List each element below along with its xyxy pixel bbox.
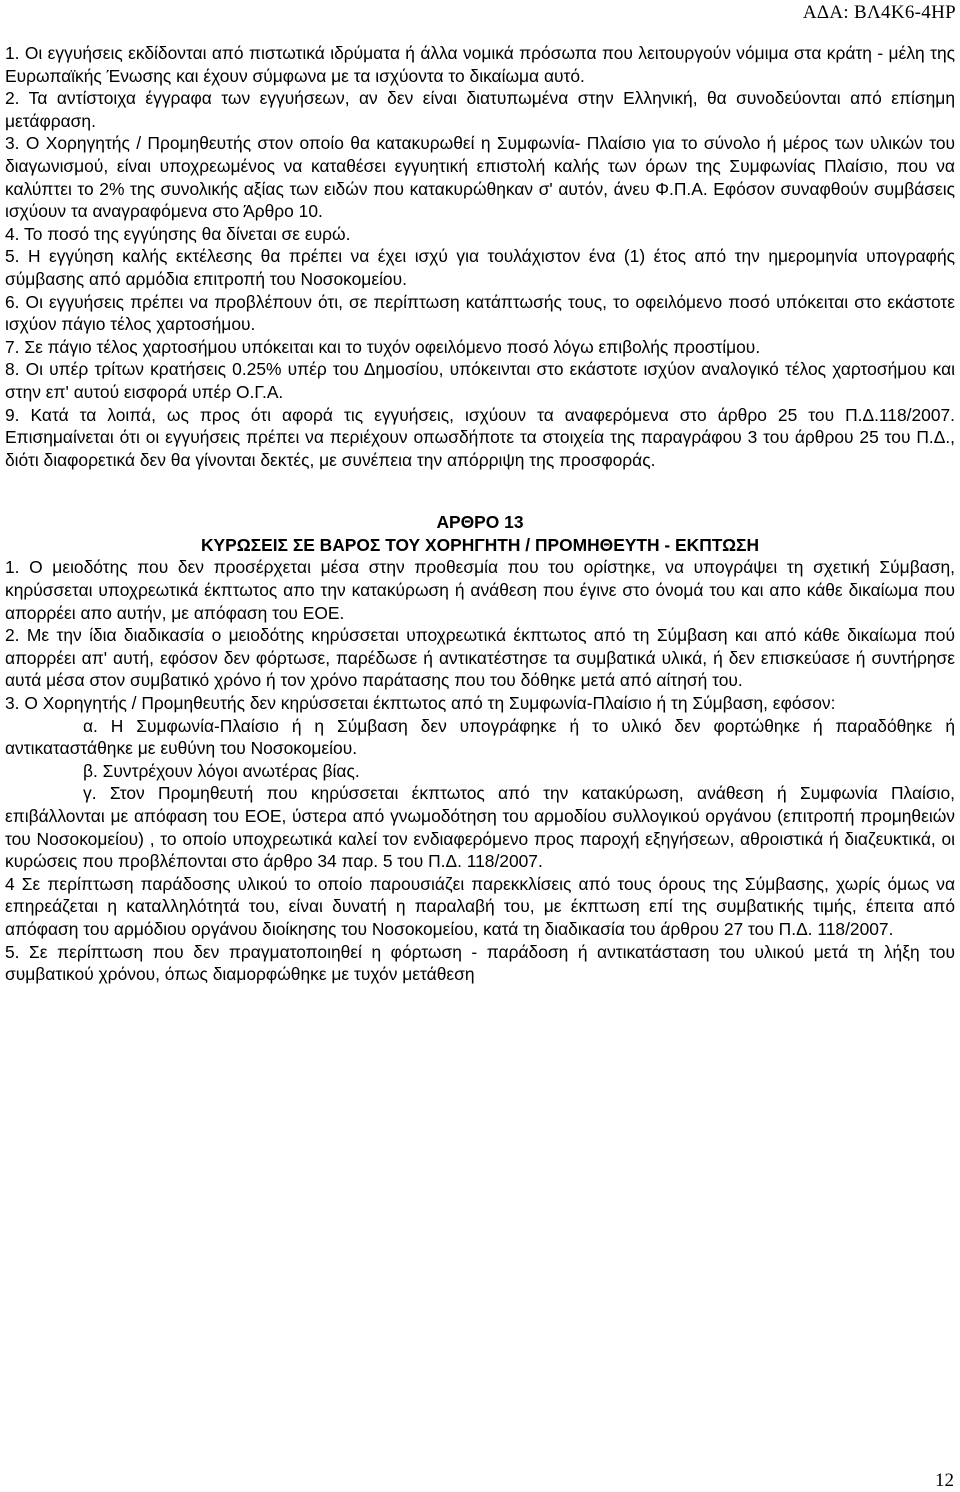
guarantee-paragraph-7: 7. Σε πάγιο τέλος χαρτοσήμου υπόκειται και το τυχόν οφειλόμενο ποσό λόγω επιβολής προστίμου. — [5, 336, 761, 357]
document-body — [5, 42, 955, 986]
guarantee-paragraph-9: 9. Κατά τα λοιπά, ως προς ότι αφορά τις εγγυήσεις, ισχύουν τα αναφερόμενα στο άρθρο 25 του Π.Δ.118/2007. Επισημαίνεται ότι οι εγγυήσεις πρέπει να περιέχουν οπωσδήποτε τα στοιχεία της παραγράφου 3 του άρθρου 25 του Π.Δ., διότι διαφορετικά δεν θα γίνονται δεκτές, με συνέπεια την απόρριψη της προσφοράς. — [5, 404, 955, 470]
guarantee-paragraph-3: 3. Ο Χορηγητής / Προμηθευτής στον οποίο θα κατακυρωθεί η Συμφωνία- Πλαίσιο για το σύνολο ή μέρος των υλικών του διαγωνισμού, είναι υποχρεωμένος να καταθέσει εγγυητική επιστολή καλής των όρων της Συμφωνίας Πλαίσιο, που να καλύπτει το 2% της συνολικής αξίας των ειδών που κατακυρώθηκαν σ' αυτόν, άνευ Φ.Π.Α. Εφόσον συναφθούν συμβάσεις ισχύουν τα αναγραφόμενα στο Άρθρο 10. — [5, 133, 955, 222]
article-paragraph-5: 5. Σε περίπτωση που δεν πραγματοποιηθεί η φόρτωση - παράδοση ή αντικατάσταση του υλικού μετά τη λήξη του συμβατικού χρόνου, όπως διαμορφώθηκε με τυχόν μετάθεση — [5, 941, 955, 985]
guarantee-paragraph-6: 6. Οι εγγυήσεις πρέπει να προβλέπουν ότι, σε περίπτωση κατάπτωσής τους, το οφειλόμενο ποσό υπόκειται στο εκάστοτε ισχύον πάγιο τέλος χαρτοσήμου. — [5, 291, 955, 335]
guarantee-paragraph-1: 1. Οι εγγυήσεις εκδίδονται από πιστωτικά ιδρύματα ή άλλα νομικά πρόσωπα που λειτουργούν νόμιμα στα κράτη - μέλη της Ευρωπαϊκής Ένωσης και έχουν σύμφωνα με τα ισχύοντα το δικαίωμα αυτό. — [5, 43, 955, 86]
ada-code: ΑΔΑ: ΒΛ4Κ6-4ΗΡ — [802, 2, 956, 23]
page-number: 12 — [935, 1470, 954, 1491]
guarantee-paragraph-4: 4. Το ποσό της εγγύησης θα δίνεται σε ευρώ. — [5, 223, 351, 244]
guarantee-paragraph-5: 5. Η εγγύηση καλής εκτέλεσης θα πρέπει να έχει ισχύ για τουλάχιστον ένα (1) έτος από την ημερομηνία υπογραφής σύμβασης από αρμόδια επιτροπή του Νοσοκομείου. — [5, 246, 955, 289]
article-paragraph-3: 3. Ο Χορηγητής / Προμηθευτής δεν κηρύσσεται έκπτωτος από τη Συμφωνία-Πλαίσιο ή τη Σύμβαση, εφόσον: — [5, 693, 836, 714]
article-subheading: ΚΥΡΩΣΕΙΣ ΣΕ ΒΑΡΟΣ ΤΟΥ ΧΟΡΗΓΗΤΗ / ΠΡΟΜΗΘΕΥΤΗ - ΕΚΠΤΩΣΗ — [200, 534, 760, 555]
article-paragraph-2: 2. Με την ίδια διαδικασία ο μειοδότης κηρύσσεται υποχρεωτικά έκπτωτος από τη Σύμβαση και από κάθε δικαίωμα πού απορρέει απ' αυτή, εφόσον δεν φόρτωσε, παρέδωσε ή αντικατέστησε τα συμβατικά υλικά, ή δεν επισκεύασε ή συντήρησε αυτά μέσα στον συμβατικό χρόνο ή τον χρόνο παράτασης που του δόθηκε μετά από αίτησή του. — [5, 625, 955, 691]
article-item-b: β. Συντρέχουν λόγοι ανωτέρας βίας. — [83, 760, 360, 781]
article-paragraph-4: 4 Σε περίπτωση παράδοσης υλικού το οποίο παρουσιάζει παρεκκλίσεις από τους όρους της Σύμβασης, χωρίς όμως να επηρεάζεται η καταλληλότητά του, είναι δυνατή η παραλαβή του, με έκπτωση επί της συμβατικής τιμής, έπειτα από απόφαση του αρμόδιου οργάνου διοίκησης του Νοσοκομείου, κατά τη διαδικασία του άρθρου 27 του Π.Δ. 118/2007. — [5, 873, 955, 939]
article-item-a: α. Η Συμφωνία-Πλαίσιο ή η Σύμβαση δεν υπογράφηκε ή το υλικό δεν φορτώθηκε ή παραδόθηκε ή αντικαταστάθηκε με ευθύνη του Νοσοκομείου. — [5, 715, 955, 759]
guarantee-paragraph-2: 2. Τα αντίστοιχα έγγραφα των εγγυήσεων, αν δεν είναι διατυπωμένα στην Ελληνική, θα συνοδεύονται από επίσημη μετάφραση. — [5, 88, 955, 131]
section-spacer — [5, 471, 955, 511]
article-paragraph-1: 1. Ο μειοδότης που δεν προσέρχεται μέσα στην προθεσμία που του ορίστηκε, να υπογράψει τη σχετική Σύμβαση, κηρύσσεται υποχρεωτικά έκπτωτος απο την κατακύρωση ή ανάθεση που έγινε στο όνομά του και απο κάθε δικαίωμα που απορρέει απο αυτήν, με απόφαση του ΕΟΕ. — [5, 557, 955, 623]
guarantee-paragraph-8: 8. Οι υπέρ τρίτων κρατήσεις 0.25% υπέρ του Δημοσίου, υπόκεινται στο εκάστοτε ισχύον αναλογικό τέλος χαρτοσήμου και στην επ' αυτού εισφορά υπέρ Ο.Γ.Α. — [5, 359, 955, 402]
article-item-c: γ. Στον Προμηθευτή που κηρύσσεται έκπτωτος από την κατακύρωση, ανάθεση ή Συμφωνία Πλαίσιο, επιβάλλονται με απόφαση του ΕΟΕ, ύστερα από γνωμοδότηση του αρμοδίου συλλογικού οργάνου (επιτροπή προμηθειών του Νοσοκομείου) , το οποίο υποχρεωτικά καλεί τον ενδιαφερόμενο προς παροχή εξηγήσεων, αθροιστικά ή διαζευκτικά, οι κυρώσεις που προβλέπονται στο άρθρο 34 παρ. 5 του Π.Δ. 118/2007. — [5, 783, 955, 872]
article-heading: ΑΡΘΡΟ 13 — [436, 512, 524, 533]
